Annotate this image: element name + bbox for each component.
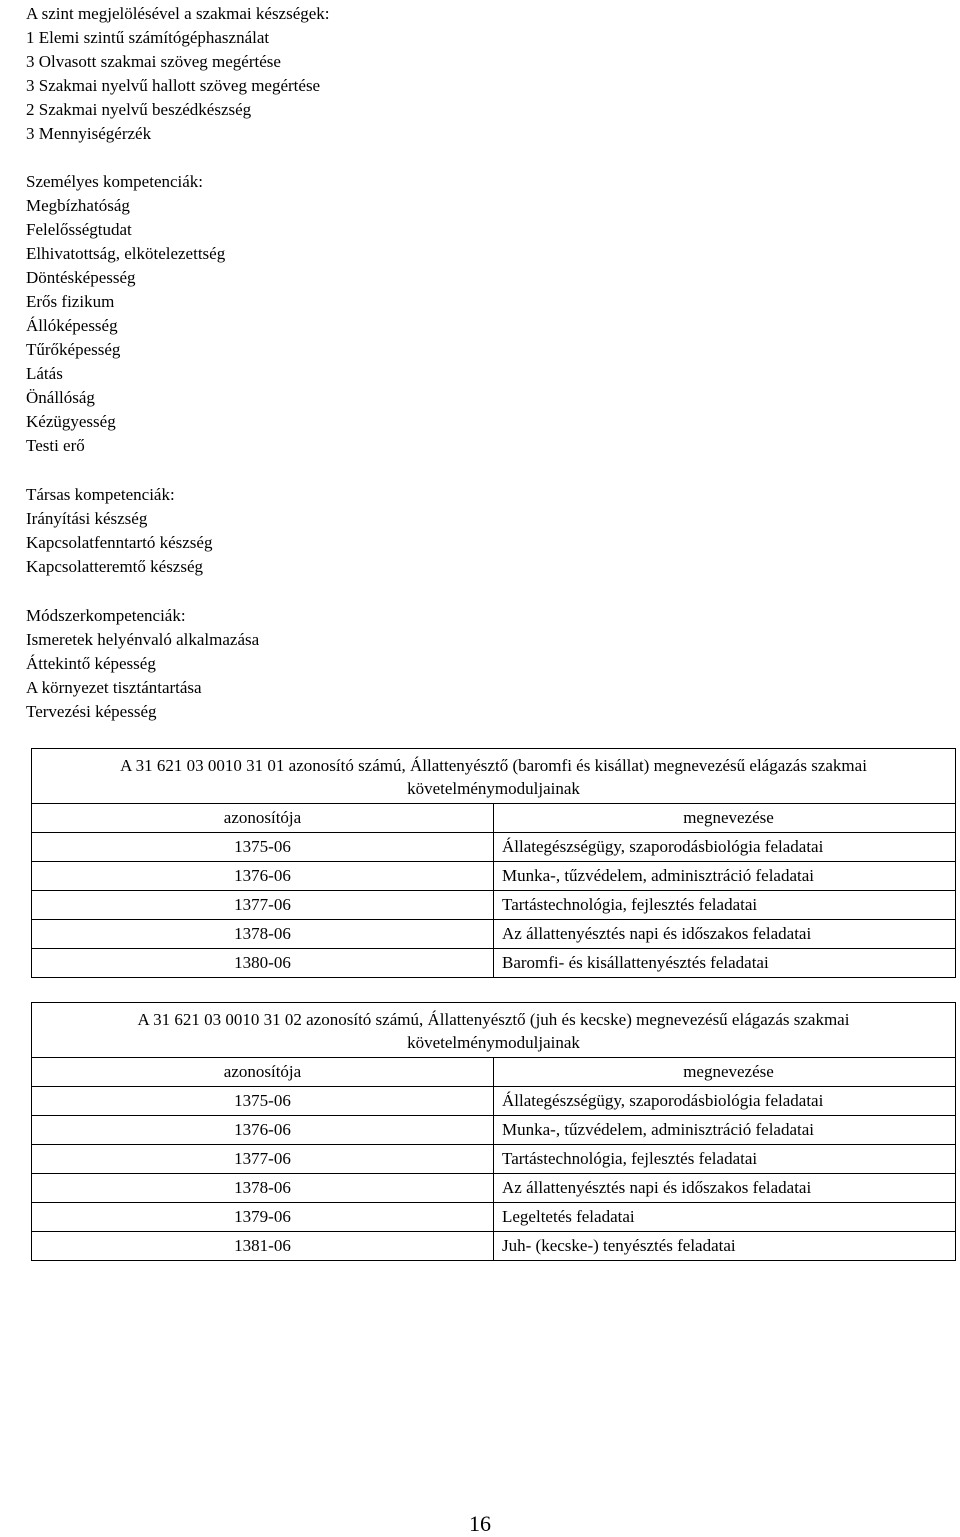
module-name: Munka-, tűzvédelem, adminisztráció feladatai [494, 862, 956, 891]
skill-item: 1 Elemi szintű számítógéphasználat [26, 28, 270, 47]
table-row [32, 862, 956, 891]
module-name: Tartástechnológia, fejlesztés feladatai [494, 1145, 956, 1174]
table-row [32, 1145, 956, 1174]
skill-item: 2 Szakmai nyelvű beszédkészség [26, 100, 252, 119]
module-name: Juh- (kecske-) tenyésztés feladatai [494, 1232, 956, 1261]
competence-item: Irányítási készség [26, 509, 148, 528]
table-row [32, 1116, 956, 1145]
module-id: 1378-06 [32, 1174, 494, 1203]
page-number: 16 [469, 1511, 491, 1536]
module-id: 1377-06 [32, 1145, 494, 1174]
module-id: 1380-06 [32, 949, 494, 978]
personal-competences-heading: Személyes kompetenciák: [26, 172, 204, 191]
table-row [32, 891, 956, 920]
method-competences-heading: Módszerkompetenciák: [26, 606, 186, 625]
header-id: azonosítója [32, 1058, 494, 1087]
competence-item: Tűrőképesség [26, 340, 121, 359]
module-id: 1375-06 [32, 1087, 494, 1116]
module-name: Baromfi- és kisállattenyésztés feladatai [494, 949, 956, 978]
competence-item: A környezet tisztántartása [26, 678, 202, 697]
skill-item: 3 Mennyiségérzék [26, 124, 152, 143]
competence-item: Erős fizikum [26, 292, 115, 311]
competence-item: Megbízhatóság [26, 196, 130, 215]
competence-item: Áttekintő képesség [26, 654, 156, 673]
table-title-line: A 31 621 03 0010 31 02 azonosító számú, Állattenyésztő (juh és kecske) megnevezésű elágazás szakmai [137, 1010, 850, 1029]
competence-item: Kézügyesség [26, 412, 116, 431]
module-id: 1378-06 [32, 920, 494, 949]
module-name: Állategészségügy, szaporodásbiológia feladatai [494, 833, 956, 862]
skill-item: 3 Szakmai nyelvű hallott szöveg megértése [26, 76, 321, 95]
module-name: Az állattenyésztés napi és időszakos feladatai [494, 1174, 956, 1203]
module-name: Állategészségügy, szaporodásbiológia feladatai [494, 1087, 956, 1116]
table-row [32, 920, 956, 949]
table-row [32, 1174, 956, 1203]
table-title-line: A 31 621 03 0010 31 01 azonosító számú, Állattenyésztő (baromfi és kisállat) megnevezésű elágazás szakmai [120, 756, 867, 775]
competence-item: Testi erő [26, 436, 85, 455]
competence-item: Állóképesség [26, 316, 118, 335]
skills-heading: A szint megjelölésével a szakmai készségek: [26, 4, 330, 23]
table-header-row [32, 1058, 956, 1087]
skill-item: 3 Olvasott szakmai szöveg megértése [26, 52, 281, 71]
competence-item: Felelősségtudat [26, 220, 132, 239]
competence-item: Ismeretek helyénvaló alkalmazása [26, 630, 260, 649]
table-title [32, 1003, 956, 1058]
social-competences-heading: Társas kompetenciák: [26, 485, 175, 504]
module-id: 1376-06 [32, 862, 494, 891]
header-name: megnevezése [494, 804, 956, 833]
module-id: 1381-06 [32, 1232, 494, 1261]
module-name: Az állattenyésztés napi és időszakos feladatai [494, 920, 956, 949]
module-table-juh-kecske [31, 1002, 956, 1261]
competence-item: Kapcsolatfenntartó készség [26, 533, 213, 552]
module-name: Tartástechnológia, fejlesztés feladatai [494, 891, 956, 920]
table-row [32, 949, 956, 978]
module-table-baromfi [31, 748, 956, 978]
table-title [32, 749, 956, 804]
competence-item: Kapcsolatteremtő készség [26, 557, 204, 576]
module-id: 1377-06 [32, 891, 494, 920]
module-id: 1379-06 [32, 1203, 494, 1232]
competence-item: Döntésképesség [26, 268, 136, 287]
competence-item: Önállóság [26, 388, 95, 407]
table-row [32, 1232, 956, 1261]
table-header-row [32, 804, 956, 833]
header-id: azonosítója [32, 804, 494, 833]
competence-item: Látás [26, 364, 63, 383]
module-id: 1376-06 [32, 1116, 494, 1145]
module-name: Munka-, tűzvédelem, adminisztráció feladatai [494, 1116, 956, 1145]
table-title-line: követelménymoduljainak [407, 779, 580, 798]
header-name: megnevezése [494, 1058, 956, 1087]
table-title-line: követelménymoduljainak [407, 1033, 580, 1052]
module-id: 1375-06 [32, 833, 494, 862]
table-row [32, 1087, 956, 1116]
module-name: Legeltetés feladatai [494, 1203, 956, 1232]
table-row [32, 1203, 956, 1232]
table-row [32, 833, 956, 862]
competence-item: Tervezési képesség [26, 702, 157, 721]
competence-item: Elhivatottság, elkötelezettség [26, 244, 226, 263]
